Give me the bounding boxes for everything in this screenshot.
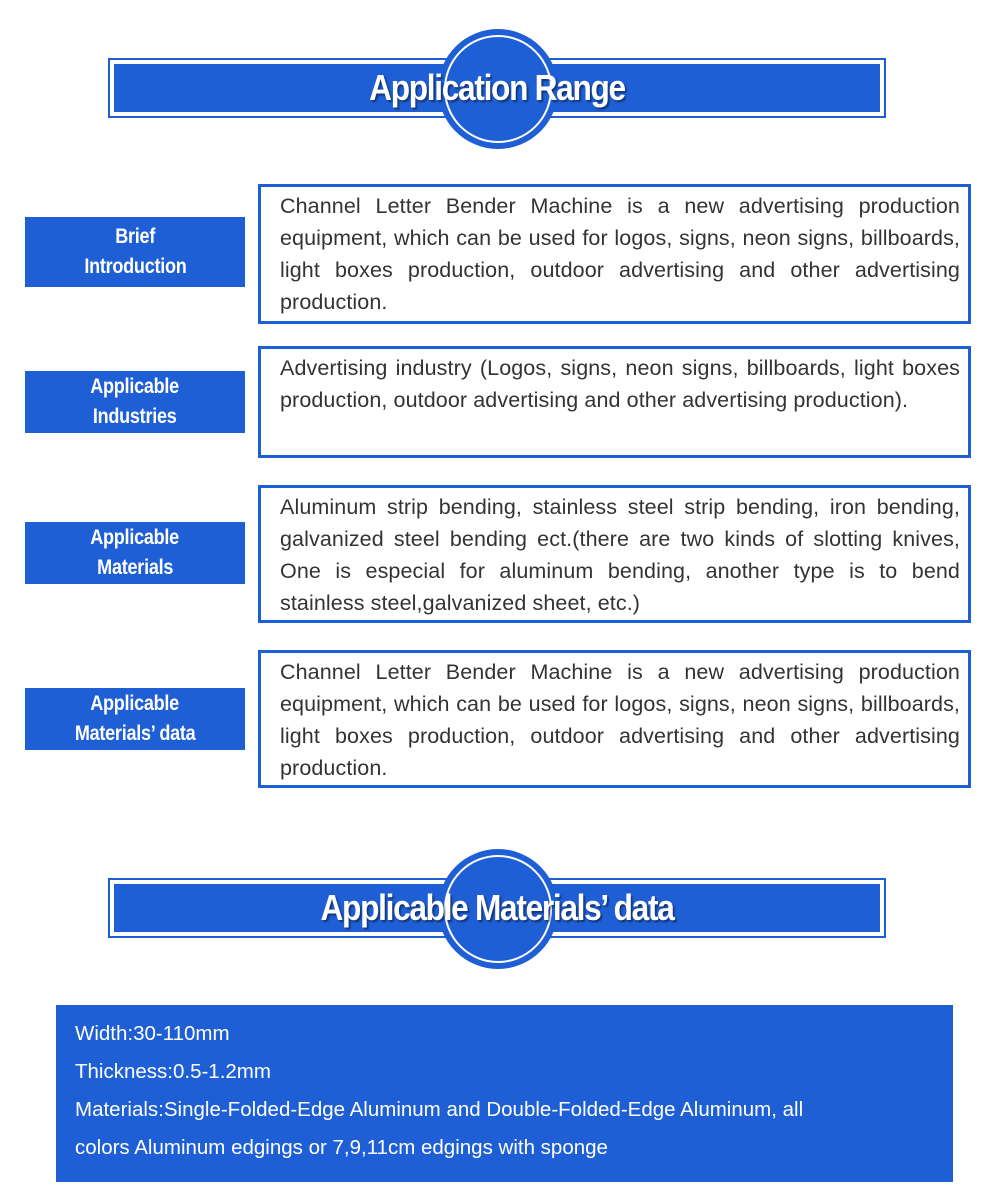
applicable-materials-box xyxy=(258,485,971,623)
materials-data-banner xyxy=(108,878,886,938)
materials-spec-line-1: Materials:Single-Folded-Edge Aluminum and Double-Folded-Edge Aluminum, all xyxy=(75,1098,804,1121)
brief-introduction-text: Channel Letter Bender Machine is a new advertising production equipment, which can be used for logos, signs, neon signs, billboards, light boxes production, outdoor advertising and other advertising production. xyxy=(280,194,960,314)
applicable-materials-label: Applicable Materials xyxy=(25,522,245,584)
materials-spec-line-2: colors Aluminum edgings or 7,9,11cm edgings with sponge xyxy=(75,1136,608,1159)
materials-data-panel xyxy=(56,1005,953,1182)
brief-introduction-box xyxy=(258,184,971,324)
width-spec: Width:30-110mm xyxy=(75,1022,230,1045)
application-range-banner xyxy=(108,58,886,118)
brief-introduction-label: Brief Introduction xyxy=(25,217,245,287)
materials-data-title: Applicable Materials’ data xyxy=(320,887,674,928)
applicable-materials-data-box xyxy=(258,650,971,788)
applicable-materials-text: Aluminum strip bending, stainless steel strip bending, iron bending, galvanized steel bending ect.(there are two kinds of slotting knives, One is especial for aluminum bending, another type is to bend stainless steel,galvanized sheet, etc.) xyxy=(280,495,960,615)
applicable-materials-data-text: Channel Letter Bender Machine is a new advertising production equipment, which can be used for logos, signs, neon signs, billboards, light boxes production, outdoor advertising and other advertising production. xyxy=(280,660,960,780)
applicable-industries-text: Advertising industry (Logos, signs, neon signs, billboards, light boxes production, outdoor advertising and other advertising production). xyxy=(280,356,960,412)
thickness-spec: Thickness:0.5-1.2mm xyxy=(75,1060,271,1083)
applicable-industries-box xyxy=(258,346,971,458)
application-range-title: Application Range xyxy=(369,67,625,108)
applicable-industries-label: Applicable Industries xyxy=(25,371,245,433)
applicable-materials-data-label: Applicable Materials’ data xyxy=(25,688,245,750)
